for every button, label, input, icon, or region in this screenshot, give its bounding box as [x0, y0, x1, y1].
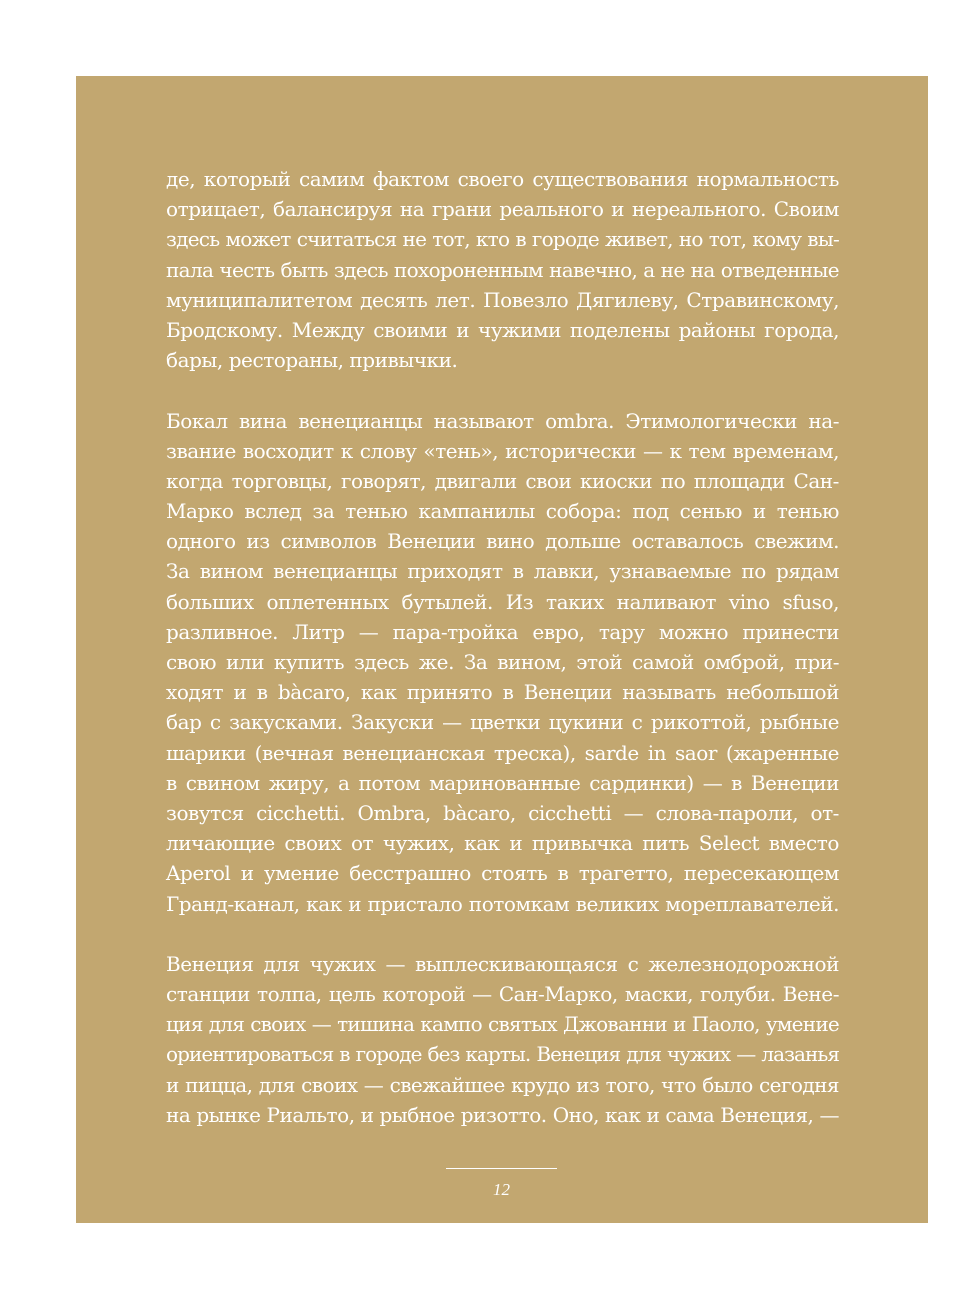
- paragraph-2: [166, 406, 839, 919]
- text-line: и пицца, для своих — свежайшее крудо из того, что было сегодня: [166, 1072, 839, 1097]
- page-panel: [76, 76, 928, 1223]
- text-line: ходят и в bàcaro, как принято в Венеции называть небольшой: [166, 680, 839, 705]
- text-line: одного из символов Венеции вино дольше оставалось свежим.: [166, 529, 839, 554]
- text-line: свою или купить здесь же. За вином, этой самой омброй, при-: [166, 650, 839, 674]
- text-line: Бокал вина венецианцы называют ombra. Этимологически на-: [166, 408, 839, 433]
- footer-divider: [446, 1168, 557, 1169]
- text-line: на рынке Риальто, и рыбное ризотто. Оно, как и сама Венеция, —: [166, 1102, 839, 1127]
- paragraph-1: [166, 164, 839, 375]
- text-line: станции толпа, цель которой — Сан-Марко, маски, голуби. Вене-: [166, 982, 839, 1007]
- text-line: муниципалитетом десять лет. Повезло Дягилеву, Стравинскому,: [166, 287, 839, 312]
- text-line: бары, рестораны, привычки.: [166, 348, 458, 373]
- text-line: Венеция для чужих — выплескивающаяся с железнодорожной: [166, 951, 839, 976]
- text-line: Марко вслед за тенью кампанилы собора: под сенью и тенью: [166, 499, 839, 524]
- text-line: зовутся cicchetti. Ombra, bàcaro, cicchetti — слова-пароли, от-: [166, 800, 839, 825]
- text-line: За вином венецианцы приходят в лавки, узнаваемые по рядам: [166, 559, 839, 584]
- text-line: де, который самим фактом своего существования нормальность: [166, 167, 839, 191]
- text-line: Гранд-канал, как и пристало потомкам великих мореплавателей.: [166, 891, 839, 916]
- text-line: в свином жиру, а потом маринованные сардинки) — в Венеции: [166, 770, 839, 795]
- text-line: когда торговцы, говорят, двигали свои киоски по площади Сан-: [166, 468, 839, 493]
- text-line: шарики (вечная венецианская треска), sarde in saor (жаренные: [166, 740, 839, 765]
- text-line: Aperol и умение бесстрашно стоять в трагетто, пересекающем: [166, 861, 839, 886]
- page-number: 12: [493, 1180, 510, 1199]
- paragraph-3: [166, 949, 839, 1130]
- text-line: Бродскому. Между своими и чужими поделены районы города,: [166, 317, 839, 342]
- text-line: отрицает, балансируя на грани реального и нереального. Своим: [166, 197, 839, 222]
- text-line: звание восходит к слову «тень», исторически — к тем временам,: [166, 438, 839, 463]
- body-text: [166, 164, 839, 1160]
- text-line: бар с закусками. Закуски — цветки цукини с рикоттой, рыбные: [166, 710, 839, 735]
- text-line: здесь может считаться не тот, кто в городе живет, но тот, кому вы-: [166, 227, 839, 252]
- text-line: ция для своих — тишина кампо святых Джованни и Паоло, умение: [166, 1012, 839, 1037]
- text-line: ориентироваться в городе без карты. Венеция для чужих — лазанья: [166, 1042, 839, 1067]
- text-line: больших оплетенных бутылей. Из таких наливают vino sfuso,: [166, 589, 839, 614]
- text-line: пала честь быть здесь похороненным навечно, а не на отведенные: [166, 257, 839, 282]
- text-line: личающие своих от чужих, как и привычка пить Select вместо: [166, 831, 839, 856]
- text-line: разливное. Литр — пара-тройка евро, тару можно принести: [166, 619, 839, 644]
